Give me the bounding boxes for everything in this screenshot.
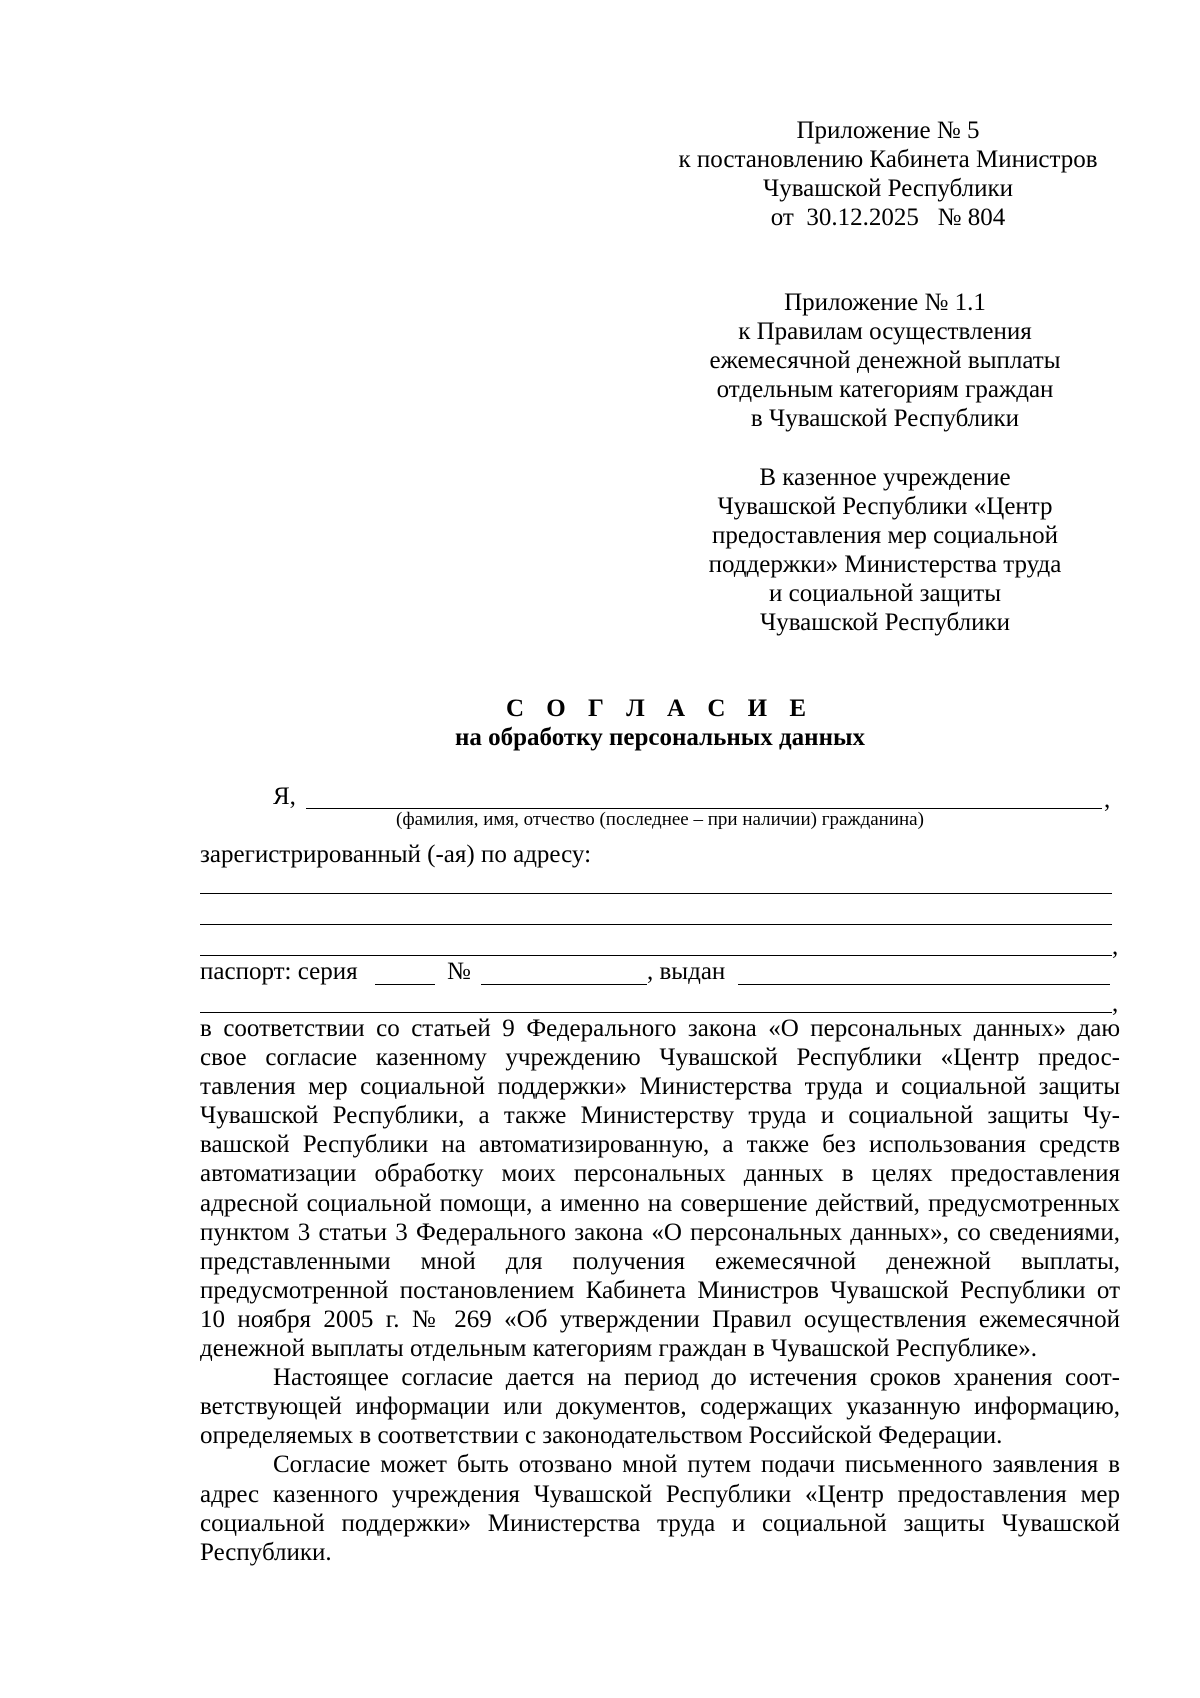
passport-series-field[interactable] — [375, 984, 435, 985]
addressee-line: и социальной защиты — [768, 580, 1001, 607]
addressee-line: Чувашской Республики «Центр — [717, 493, 1053, 520]
comma-mark: , — [1104, 786, 1111, 813]
consent-body — [200, 1014, 1120, 1567]
appendix-1-1-line: отдельным категориям граждан — [716, 376, 1054, 403]
addressee-line: предоставления мер социальной — [712, 522, 1058, 549]
title-main: С О Г Л А С И Е — [505, 695, 814, 722]
title-subtitle: на обработку персональных данных — [455, 724, 865, 751]
consent-paragraph: Настоящее согласие дается на период до истечения сроков хранения соответствующей информации или документов, содержащих указанную информацию, определяемых в соответствии с законодательством Российской Федерации. — [200, 1364, 1120, 1450]
addressee-line: В казенное учреждение — [759, 464, 1011, 491]
address-field-line-2[interactable] — [200, 924, 1112, 925]
comma-mark: , — [1112, 933, 1119, 960]
appendix-5-line: Приложение № 5 — [796, 117, 980, 144]
appendix-1-1-line: Приложение № 1.1 — [784, 289, 986, 316]
appendix-5-line: к постановлению Кабинета Министров — [678, 146, 1098, 173]
passport-issued-by-field-line-2[interactable] — [200, 1012, 1112, 1013]
comma-mark: , — [1112, 990, 1119, 1017]
addressee-line: поддержки» Министерства труда — [708, 551, 1062, 578]
address-field-line-1[interactable] — [200, 893, 1112, 894]
appendix-1-1-line: ежемесячной денежной выплаты — [709, 347, 1061, 374]
passport-number-field[interactable] — [481, 984, 647, 985]
passport-issued-by-field[interactable] — [738, 984, 1110, 985]
passport-number-label: № — [447, 958, 471, 985]
appendix-5-header — [668, 116, 1108, 232]
ya-label: Я, — [273, 783, 296, 810]
appendix-1-1-line: в Чувашской Республики — [750, 405, 1020, 432]
addressee-block — [690, 463, 1080, 637]
address-field-line-3[interactable] — [200, 955, 1112, 956]
appendix-1-1-header — [690, 288, 1080, 433]
document-title — [200, 694, 1120, 752]
registered-address-label: зарегистрированный (-ая) по адресу: — [200, 841, 592, 868]
consent-paragraph: в соответствии со статьей 9 Федерального закона «О персональных данных» даю свое согласие казенному учреждению Чувашской Республики «Центр предоставления мер социальной поддержки» Министерства труда и социальной защиты Чувашской Республики, а также Министерству труда и социальной защиты Чувашской Республики на автоматизированную, а также без использования средств автоматизации обработку моих персональных данных в целях предоставления адресной социальной помощи, а именно на совершение действий, предусмотренных пунктом 3 статьи 3 Федерального закона «О персональных данных», со сведениями, представленными мной для получения ежемесячной денежной выплаты, предусмотренной постановлением Кабинета Министров Чувашской Республики от 10 ноября 2005 г. № 269 «Об утверждении Правил осуществления ежемесячной денежной выплаты отдельным категориям граждан в Чувашской Республике». — [200, 1015, 1120, 1363]
full-name-hint: (фамилия, имя, отчество (последнее – при наличии) гражданина) — [396, 809, 924, 830]
consent-paragraph: Согласие может быть отозвано мной путем подачи письменного заявления в адрес казенного учреждения Чувашской Республики «Центр предоставления мер социальной поддержки» Министерства труда и социальной защиты Чувашской Республики. — [200, 1451, 1120, 1566]
appendix-1-1-line: к Правилам осуществления — [738, 318, 1032, 345]
appendix-5-line: Чувашской Республики — [762, 175, 1014, 202]
addressee-line: Чувашской Республики — [759, 609, 1011, 636]
passport-series-label: паспорт: серия — [200, 958, 358, 985]
appendix-5-line: от 30.12.2025 № 804 — [770, 204, 1006, 231]
passport-issued-label: , выдан — [647, 958, 726, 985]
